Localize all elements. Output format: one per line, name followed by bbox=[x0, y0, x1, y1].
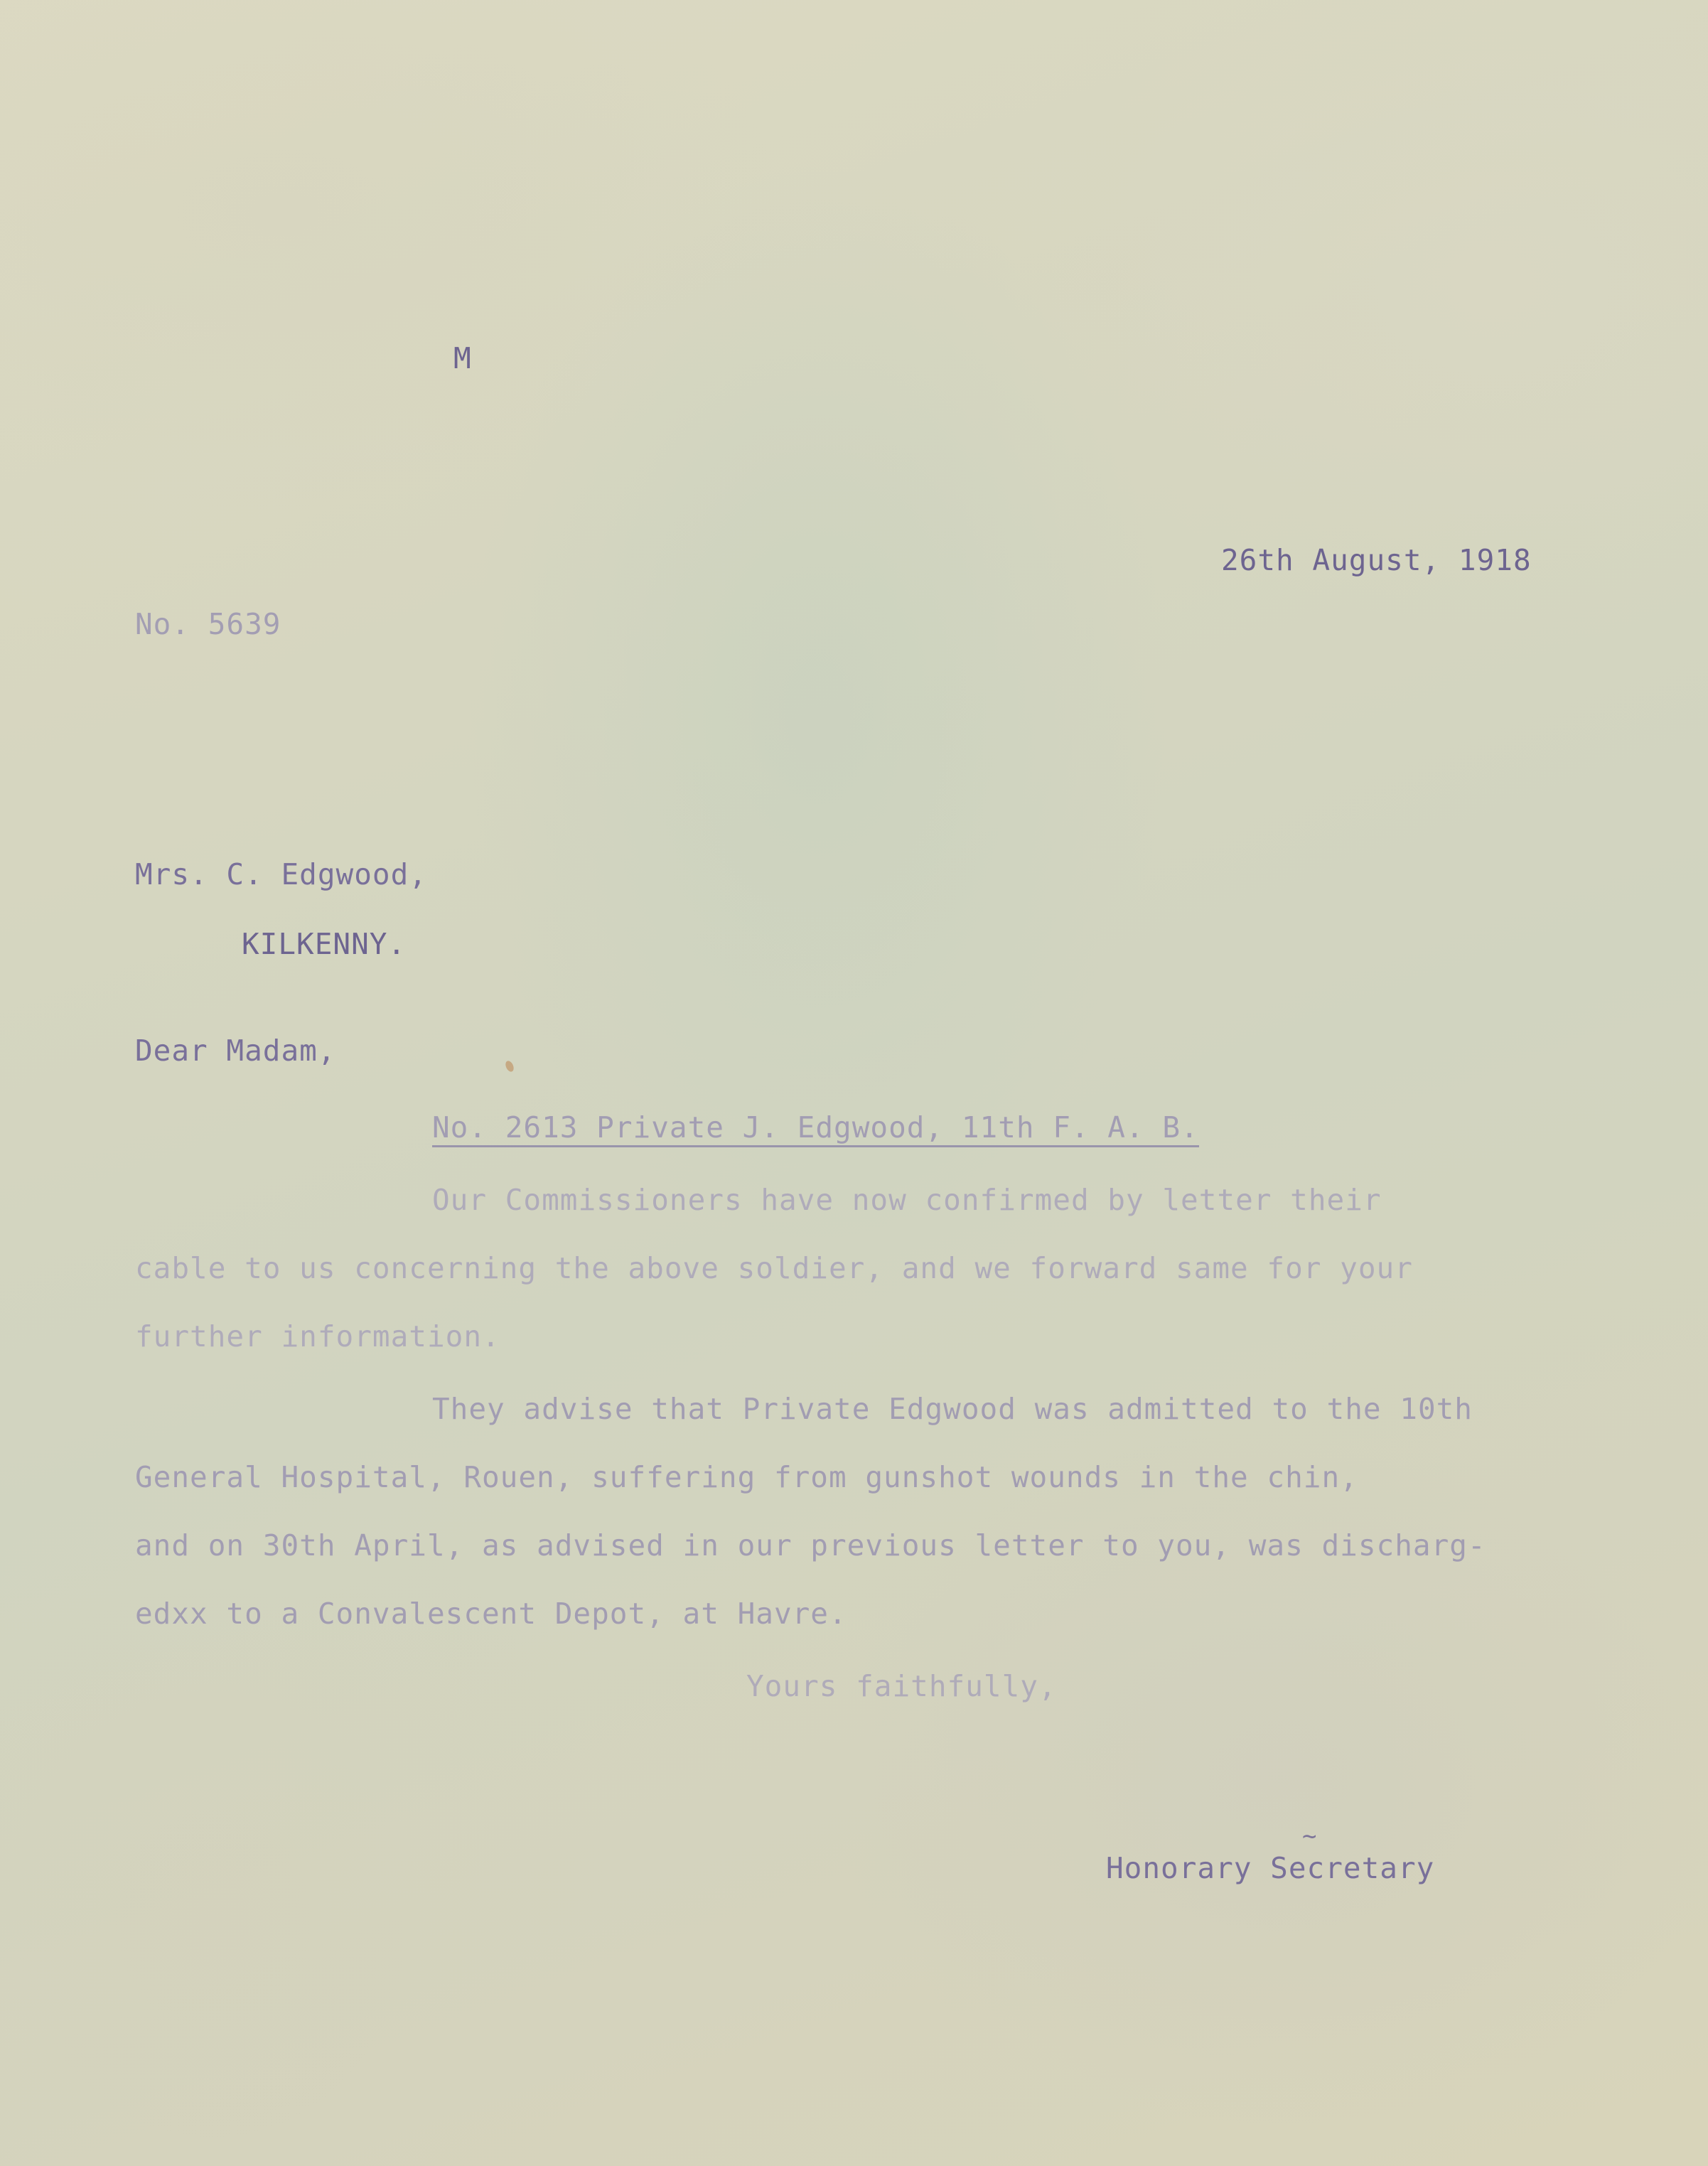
closing: Yours faithfully, bbox=[746, 1669, 1057, 1703]
letter-date: 26th August, 1918 bbox=[1221, 543, 1532, 577]
letter-reference: No. 5639 bbox=[135, 607, 281, 641]
correction-mark: ~ bbox=[1302, 1822, 1317, 1850]
body-line-5: General Hospital, Rouen, suffering from gunshot wounds in the chin, bbox=[135, 1460, 1358, 1494]
letter-initial: M bbox=[453, 341, 472, 375]
recipient-place: KILKENNY. bbox=[242, 927, 407, 961]
salutation: Dear Madam, bbox=[135, 1034, 336, 1068]
recipient-name: Mrs. C. Edgwood, bbox=[135, 857, 427, 891]
signatory-title: Honorary Secretary bbox=[1106, 1851, 1435, 1885]
body-line-3: further information. bbox=[135, 1319, 500, 1353]
letter-subject: No. 2613 Private J. Edgwood, 11th F. A. B. bbox=[432, 1113, 1199, 1147]
body-line-1: Our Commissioners have now confirmed by letter their bbox=[432, 1183, 1382, 1217]
body-line-4: They advise that Private Edgwood was admitted to the 10th bbox=[432, 1392, 1473, 1426]
body-line-6: and on 30th April, as advised in our previous letter to you, was discharg- bbox=[135, 1528, 1486, 1562]
ink-stain bbox=[504, 1060, 515, 1073]
body-line-2: cable to us concerning the above soldier, and we forward same for your bbox=[135, 1251, 1413, 1285]
body-line-7: edxx to a Convalescent Depot, at Havre. bbox=[135, 1597, 847, 1631]
